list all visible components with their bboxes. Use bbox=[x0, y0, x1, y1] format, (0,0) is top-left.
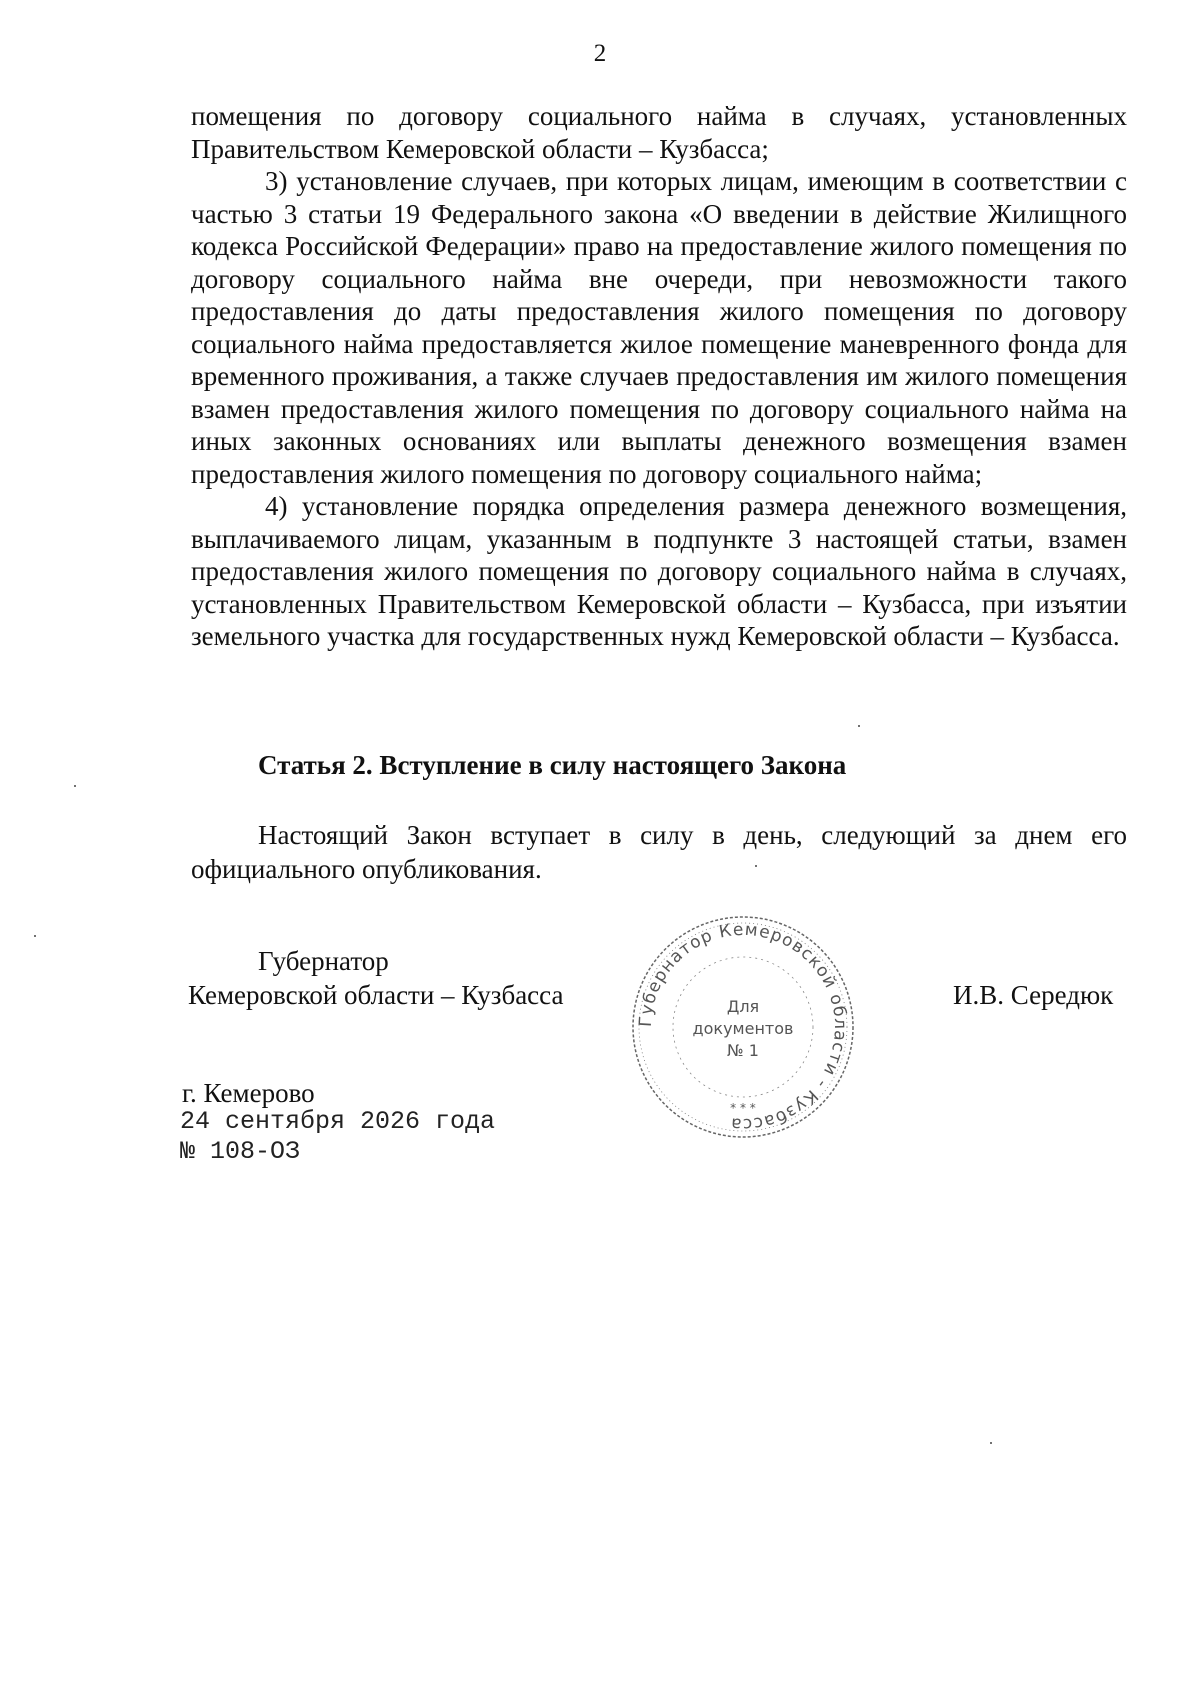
place-of-signing: г. Кемерово bbox=[182, 1078, 315, 1108]
signing-date: 24 сентября 2026 года bbox=[180, 1107, 496, 1136]
scan-speck bbox=[858, 725, 860, 727]
article-2-heading: Статья 2. Вступление в силу настоящего Закона bbox=[258, 750, 847, 780]
paragraph-item-4: 4) установление порядка определения размера денежного возмещения, выплачиваемого лицам, указанным в подпункте 3 настоящей статьи, взамен предоставления жилого помещения по договору социального найма в случаях, установленных Правительством Кемеровской области – Кузбасса, при изъятии земельного участка для государственных нужд Кемеровской области – Кузбасса. bbox=[191, 491, 1127, 651]
scan-speck bbox=[74, 785, 76, 787]
seal-ring-text: Губернатор Кемеровской области - Кузбасса bbox=[635, 919, 851, 1135]
scan-speck bbox=[755, 865, 757, 867]
law-body bbox=[191, 100, 1127, 653]
signer-name: И.В. Середюк bbox=[953, 980, 1114, 1010]
scan-speck bbox=[990, 1442, 992, 1444]
official-seal bbox=[628, 912, 858, 1142]
law-number: № 108-ОЗ bbox=[180, 1137, 301, 1166]
scan-speck bbox=[34, 935, 36, 937]
paragraph-continuation: помещения по договору социального найма в случаях, установленных Правительством Кемеровской области – Кузбасса; bbox=[191, 101, 1127, 164]
seal-center-line-2: документов bbox=[692, 1019, 794, 1038]
seal-stars: * * * bbox=[730, 1101, 756, 1115]
article-2-paragraph: Настоящий Закон вступает в силу в день, следующий за днем его официального опубликования. bbox=[191, 820, 1127, 884]
seal-center-line-1: Для bbox=[726, 997, 760, 1016]
article-2-text bbox=[191, 818, 1127, 886]
paragraph-item-3: 3) установление случаев, при которых лицам, имеющим в соответствии с частью 3 статьи 19 Федерального закона «О введении в действие Жилищного кодекса Российской Федерации» право на предоставление жилого помещения по договору социального найма вне очереди, при невозможности такого предоставления до даты предоставления жилого помещения по договору социального найма предоставляется жилое помещение маневренного фонда для временного проживания, а также случаев предоставления им жилого помещения взамен предоставления жилого помещения по договору социального найма на иных законных основаниях или выплаты денежного возмещения взамен предоставления жилого помещения по договору социального найма; bbox=[191, 166, 1127, 489]
signature-title: Губернатор bbox=[258, 946, 389, 976]
page-number: 2 bbox=[593, 40, 607, 67]
signature-region: Кемеровской области – Кузбасса bbox=[188, 980, 564, 1010]
seal-center-line-3: № 1 bbox=[727, 1041, 759, 1060]
